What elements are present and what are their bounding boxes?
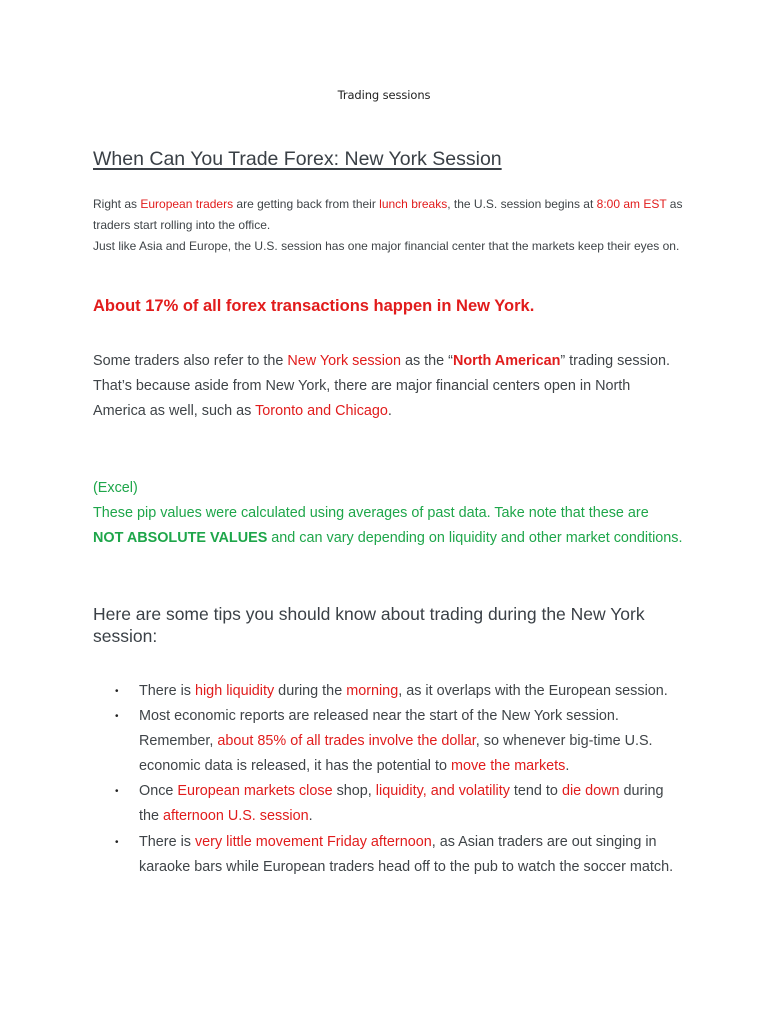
text-run: are getting back from their [233,197,380,211]
text-run: . [565,758,570,775]
text-run: There is [139,683,195,699]
pip-values-note [93,476,683,552]
text-run: These pip values were calculated using averages of past data. Take note that these are [93,505,649,522]
highlight-afternoon-session: afternoon U.S. session [163,808,309,825]
text-run: Most economic reports are released near the start of the New York session. Remember, [139,708,619,750]
highlight-die-down: die down [561,783,620,800]
text-run: ” trading session. [560,353,670,369]
highlight-new-york-session: New York session [287,353,401,369]
highlight-european-markets-close: European markets close [177,783,333,800]
highlight-toronto-chicago: Toronto and Chicago [255,403,388,420]
bullet-icon: • [115,836,119,848]
text-run: Once [139,783,178,800]
bullet-icon: • [115,786,119,798]
section-heading: When Can You Trade Forex: New York Session [93,148,502,170]
list-item [93,704,683,779]
text-run: Some traders also refer to the [93,353,288,369]
list-item [93,679,683,704]
text-run: and can vary depending on liquidity and other market conditions. [267,530,683,547]
text-run: , so whenever big-time U.S. economic data is released, it has the potential to [139,733,653,775]
paragraph-line [93,374,683,424]
document-title: Trading sessions [337,88,431,102]
paragraph-line [93,501,683,551]
tips-heading: Here are some tips you should know about trading during the New York session: [93,604,645,646]
highlight-high-liquidity: high liquidity [194,683,275,699]
tips-list [93,679,683,880]
bullet-icon: • [115,686,119,697]
text-run: during the [274,683,347,699]
text-run: . [308,808,313,825]
intro-text [93,194,683,257]
highlight-session-time: 8:00 am EST [596,197,667,211]
list-item [93,830,683,880]
highlight-liquidity-volatility: liquidity, and volatility [375,783,510,800]
intro-paragraph-1 [93,194,683,236]
not-absolute-values-emphasis: NOT ABSOLUTE VALUES [93,530,268,547]
highlight-north-american: North American [452,353,561,369]
text-run: That’s because aside from New York, there are major financial centers open in North America as well, such as [93,378,631,420]
highlight-friday-afternoon: very little movement Friday afternoon [194,833,432,850]
north-american-paragraph [93,349,683,425]
highlight-lunch-breaks: lunch breaks [379,197,448,211]
bullet-icon: • [115,711,119,723]
text-run: tend to [509,783,562,800]
stat-callout: About 17% of all forex transactions happen in New York. [93,297,535,315]
text-run: , as it overlaps with the European session. [398,683,668,699]
list-item [93,779,683,829]
paragraph-line [93,349,683,374]
excel-label: (Excel) [93,480,138,496]
highlight-european-traders: European traders [140,197,234,211]
text-run: as the “ [400,353,453,369]
text-run: . [387,403,392,420]
text-run: Right as [93,197,141,211]
text-run: shop, [332,783,376,800]
text-run: , the U.S. session begins at [447,197,597,211]
text-run: There is [139,833,195,850]
text-run: , as Asian traders are out singing in karaoke bars while European traders head off to the pub to watch the soccer match. [139,833,674,875]
highlight-morning: morning [346,683,399,699]
highlight-85-percent: about 85% of all trades involve the dollar [217,733,476,750]
intro-paragraph-2: Just like Asia and Europe, the U.S. session has one major financial center that the markets keep their eyes on. [93,239,680,253]
highlight-move-markets: move the markets [451,758,566,775]
text-run: as traders start rolling into the office. [93,197,683,232]
text-run: during the [139,783,664,825]
